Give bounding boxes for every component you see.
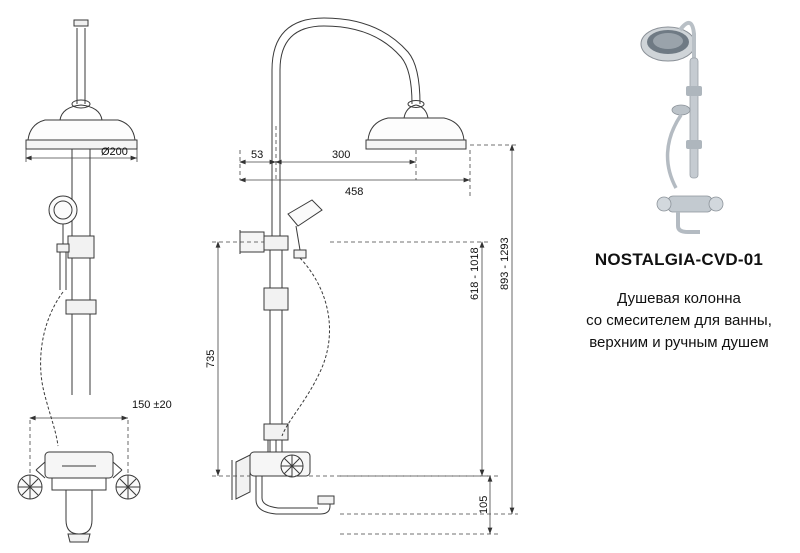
dim-label-total-height: 893 - 1293: [499, 237, 511, 290]
dim-rail-range: [288, 242, 488, 476]
dim-riser-height: [212, 242, 264, 476]
dim-label-rail-range: 618 - 1018: [469, 247, 481, 300]
dim-label-total-reach: 458: [345, 186, 364, 198]
dim-total-height: [340, 145, 518, 514]
product-description-line-2: со смесителем для ванны,: [586, 311, 772, 329]
product-photo: [641, 23, 723, 232]
dim-spout-height: [340, 476, 500, 534]
front-view-drawing: [18, 20, 140, 542]
product-description-line-3: верхним и ручным душем: [589, 333, 769, 351]
dim-label-spout-height: 105: [478, 495, 490, 514]
product-description: [560, 288, 798, 353]
side-view-drawing: [232, 18, 466, 514]
dim-label-offset-small: 53: [251, 149, 264, 161]
product-code: NOSTALGIA-CVD-01: [594, 250, 764, 269]
product-info: [560, 250, 798, 353]
dim-label-head-diameter: Ø200: [101, 146, 128, 158]
dim-label-riser-height: 735: [205, 349, 217, 368]
product-description-line-1: Душевая колонна: [617, 290, 741, 307]
dim-label-offset-arm: 300: [332, 149, 351, 161]
dim-label-mixer-spread: 150 ±20: [132, 399, 172, 411]
